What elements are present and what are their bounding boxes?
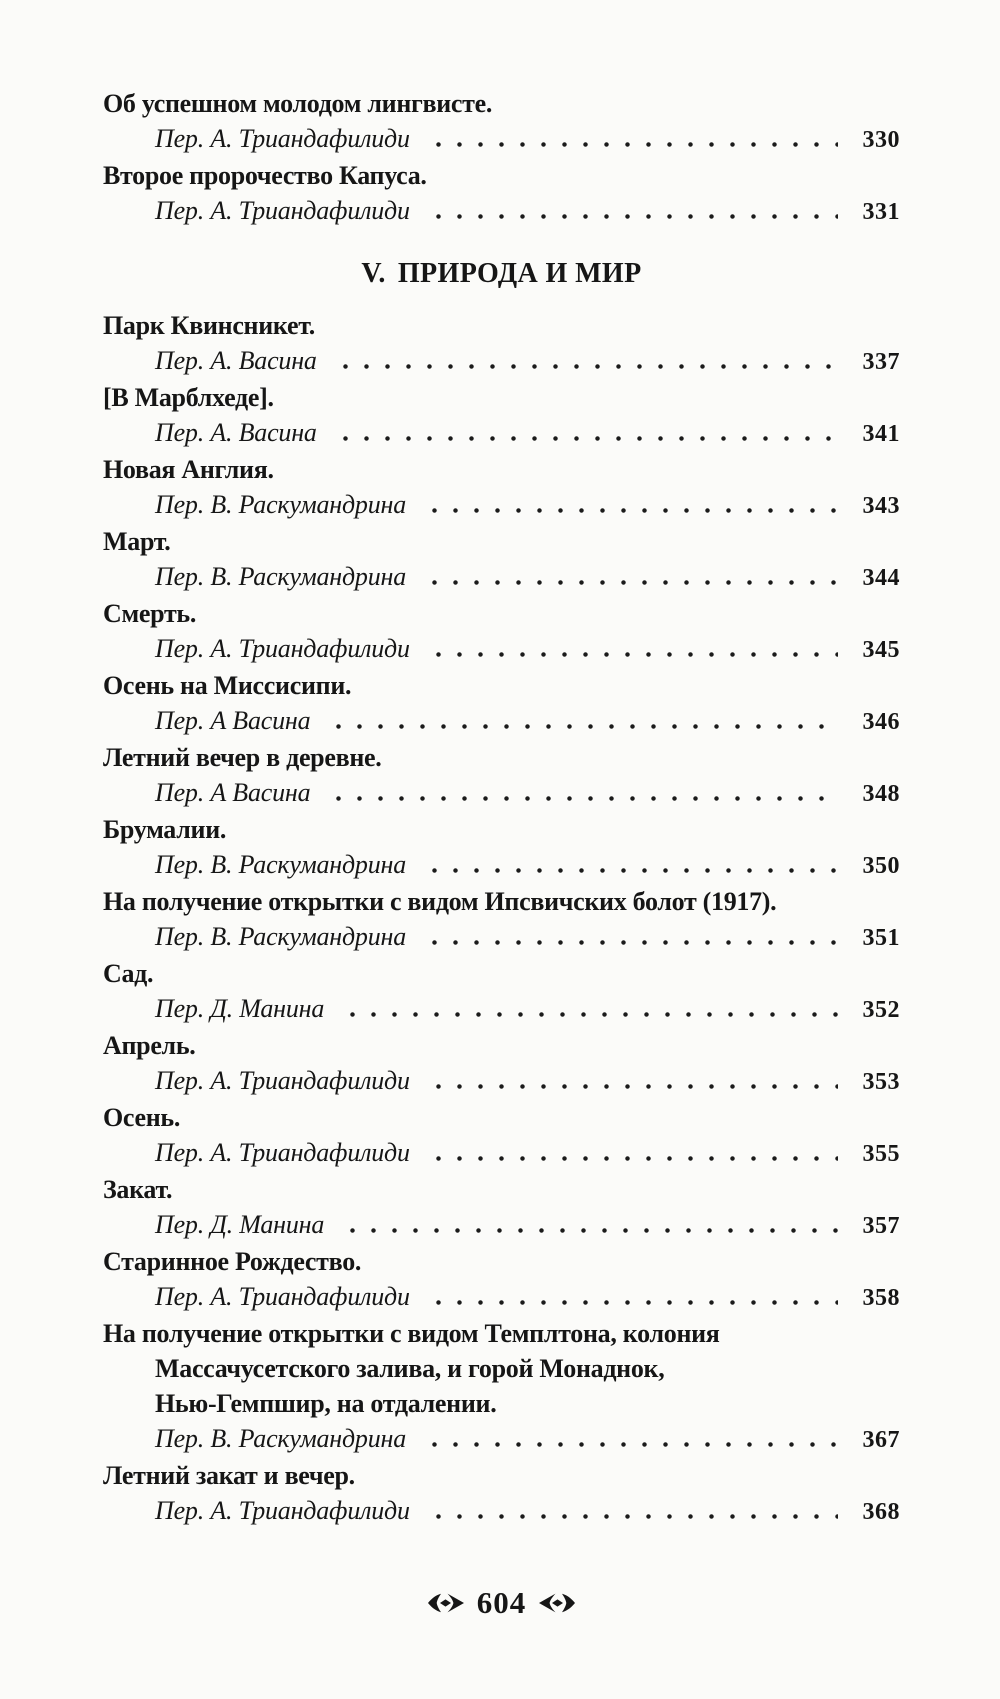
entry-translator-row — [103, 775, 900, 812]
toc-entry — [103, 1458, 900, 1530]
entry-translator-row — [103, 1207, 900, 1244]
entry-title: Брумалии. — [103, 815, 227, 844]
entry-page-number: 330 — [862, 127, 900, 153]
arrow-left-icon — [539, 1591, 577, 1615]
table-of-contents — [103, 86, 900, 1530]
entry-translator-row — [103, 487, 900, 524]
entry-translator-row — [103, 1135, 900, 1172]
entry-page-number: 341 — [862, 421, 900, 447]
entry-page-number: 337 — [862, 349, 900, 375]
entry-translator: Пер. А Васина — [155, 706, 311, 735]
entry-translator-row — [103, 1279, 900, 1316]
dot-leader — [428, 193, 838, 230]
entry-title: На получение открытки с видом Темплтона, колония Массачусетского залива, и горой Монаднок, Нью-Гемпшир, на отдалении. — [103, 1319, 720, 1418]
dot-leader — [428, 121, 838, 158]
entry-translator: Пер. А. Васина — [155, 418, 317, 447]
entry-page-number: 351 — [862, 925, 900, 951]
entry-title: Закат. — [103, 1175, 173, 1204]
arrow-right-icon — [426, 1591, 464, 1615]
dot-leader — [428, 1493, 838, 1530]
section-header — [103, 256, 900, 291]
entry-translator: Пер. Д. Манина — [155, 994, 325, 1023]
entry-page-number: 358 — [862, 1285, 900, 1311]
entry-translator-row — [103, 631, 900, 668]
toc-entry — [103, 1100, 900, 1172]
entry-page-number: 350 — [862, 853, 900, 879]
toc-entry — [103, 524, 900, 596]
entry-translator: Пер. В. Раскумандрина — [155, 1424, 407, 1453]
entry-translator: Пер. В. Раскумандрина — [155, 490, 407, 519]
entry-title: Осень. — [103, 1103, 181, 1132]
entry-title: Парк Квинсникет. — [103, 311, 315, 340]
entry-page-number: 352 — [862, 997, 900, 1023]
dot-leader — [328, 775, 838, 812]
entry-translator: Пер. В. Раскумандрина — [155, 850, 407, 879]
toc-entry — [103, 1172, 900, 1244]
toc-entry — [103, 596, 900, 668]
entry-translator-row — [103, 121, 900, 158]
dot-leader — [428, 631, 838, 668]
entry-title: Летний закат и вечер. — [103, 1461, 355, 1490]
entry-page-number: 344 — [862, 565, 900, 591]
toc-entry — [103, 884, 900, 956]
dot-leader — [424, 847, 838, 884]
entry-translator: Пер. Д. Манина — [155, 1210, 325, 1239]
toc-entry — [103, 1316, 900, 1458]
entry-translator: Пер. А. Васина — [155, 346, 317, 375]
section-number: V. — [361, 258, 386, 289]
entry-translator: Пер. А Васина — [155, 778, 311, 807]
dot-leader — [335, 415, 838, 452]
section-title: ПРИРОДА И МИР — [397, 258, 642, 289]
entry-translator: Пер. А. Триандафилиди — [155, 1066, 410, 1095]
footer-page-number: 604 — [476, 1585, 527, 1620]
entry-translator-row — [103, 1421, 900, 1458]
entry-translator-row — [103, 415, 900, 452]
entry-page-number: 345 — [862, 637, 900, 663]
dot-leader — [328, 703, 838, 740]
toc-entry — [103, 668, 900, 740]
entry-page-number: 331 — [862, 199, 900, 225]
toc-entry — [103, 812, 900, 884]
entry-title: Смерть. — [103, 599, 197, 628]
entry-translator: Пер. А. Триандафилиди — [155, 1138, 410, 1167]
toc-entry — [103, 740, 900, 812]
toc-entry — [103, 380, 900, 452]
toc-entry — [103, 1244, 900, 1316]
page-footer — [103, 1585, 900, 1621]
entry-translator-row — [103, 559, 900, 596]
entry-title: Март. — [103, 527, 171, 556]
toc-entry — [103, 1028, 900, 1100]
entry-translator-row — [103, 1063, 900, 1100]
entry-translator: Пер. В. Раскумандрина — [155, 922, 407, 951]
entry-translator-row — [103, 991, 900, 1028]
entry-page-number: 346 — [862, 709, 900, 735]
toc-entry — [103, 86, 900, 158]
entry-page-number: 357 — [862, 1213, 900, 1239]
entry-translator: Пер. А. Триандафилиди — [155, 196, 410, 225]
dot-leader — [428, 1279, 838, 1316]
entry-title: Апрель. — [103, 1031, 196, 1060]
entry-page-number: 353 — [862, 1069, 900, 1095]
entry-title: [В Марблхеде]. — [103, 383, 274, 412]
entry-page-number: 367 — [862, 1427, 900, 1453]
dot-leader — [428, 1135, 838, 1172]
dot-leader — [428, 1063, 838, 1100]
entry-title: Старинное Рождество. — [103, 1247, 362, 1276]
entry-title: Второе пророчество Капуса. — [103, 161, 427, 190]
dot-leader — [342, 1207, 838, 1244]
entry-translator-row — [103, 919, 900, 956]
entry-translator: Пер. А. Триандафилиди — [155, 634, 410, 663]
entry-page-number: 368 — [862, 1499, 900, 1525]
entry-title: Сад. — [103, 959, 154, 988]
entry-page-number: 355 — [862, 1141, 900, 1167]
dot-leader — [424, 487, 838, 524]
entry-page-number: 348 — [862, 781, 900, 807]
entry-title: На получение открытки с видом Ипсвичских болот (1917). — [103, 887, 777, 916]
entry-page-number: 343 — [862, 493, 900, 519]
entry-title: Новая Англия. — [103, 455, 274, 484]
entry-translator: Пер. А. Триандафилиди — [155, 124, 410, 153]
entry-title: Осень на Миссисипи. — [103, 671, 352, 700]
entry-translator-row — [103, 193, 900, 230]
entry-title: Летний вечер в деревне. — [103, 743, 382, 772]
toc-entry — [103, 956, 900, 1028]
dot-leader — [424, 559, 838, 596]
entry-translator-row — [103, 1493, 900, 1530]
entry-title: Об успешном молодом лингвисте. — [103, 89, 493, 118]
toc-entry — [103, 452, 900, 524]
entry-translator: Пер. А. Триандафилиди — [155, 1282, 410, 1311]
dot-leader — [424, 1421, 838, 1458]
dot-leader — [342, 991, 838, 1028]
dot-leader — [424, 919, 838, 956]
dot-leader — [335, 343, 838, 380]
entry-translator-row — [103, 847, 900, 884]
toc-entry — [103, 158, 900, 230]
entry-translator: Пер. А. Триандафилиди — [155, 1496, 410, 1525]
entry-translator: Пер. В. Раскумандрина — [155, 562, 407, 591]
toc-entry — [103, 308, 900, 380]
entry-translator-row — [103, 703, 900, 740]
entry-translator-row — [103, 343, 900, 380]
